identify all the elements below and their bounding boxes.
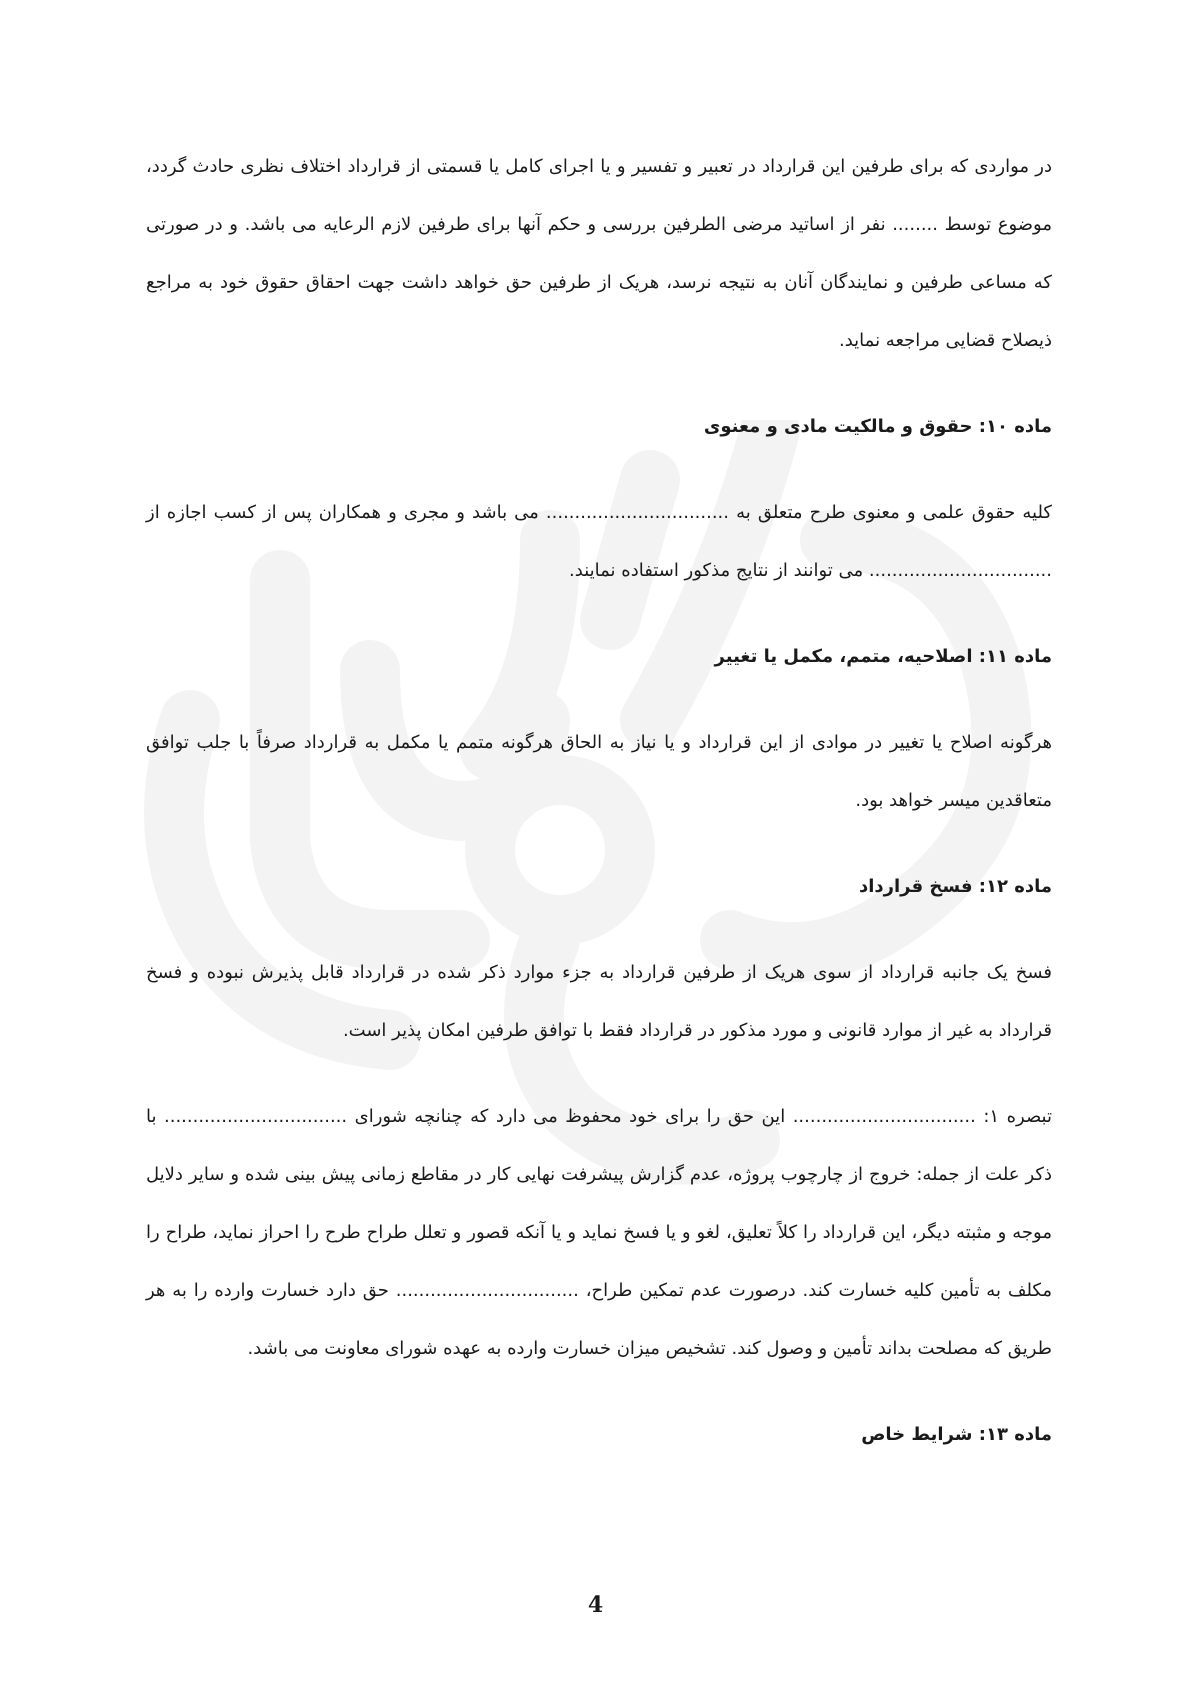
article-10-heading: ماده ۱۰: حقوق و مالکیت مادی و معنوی — [703, 416, 1052, 437]
article-13-heading: ماده ۱۳: شرایط خاص — [861, 1424, 1052, 1445]
spacer — [146, 1060, 1052, 1088]
article-11-paragraph: هرگونه اصلاح یا تغییر در موادی از این قرارداد و یا نیاز به الحاق هرگونه متمم یا مکمل به قرارداد صرفاً با جلب توافق متعاقدین میسر خواهد بود. — [146, 732, 1052, 811]
article-12-heading: ماده ۱۲: فسخ قرارداد — [859, 876, 1052, 897]
page-number: 4 — [587, 1592, 604, 1618]
note-1-paragraph: تبصره ۱: ................................ این حق را برای خود محفوظ می دارد که چنانچه شورای ................................ با ذکر علت از جمله: خروج از چارچوب پروژه، عدم گزارش پیشرفت نهایی کار در مقاطع زمانی پیش بینی شده و سایر دلایل موجه و مثبته دیگر، این قرارداد را کلاً تعلیق، لغو و یا فسخ نماید و یا آنکه قصور و تعلل طراح طرح را احراز نماید، طراح را مکلف به تأمین کلیه خسارت کند. درصورت عدم تمکین طراح، ................................ حق دارد خسارت وارده را به هر طریق که مصلحت بداند تأمین و وصول کند. تشخیص میزان خسارت وارده به عهده شورای معاونت می باشد. — [146, 1106, 1052, 1359]
document-body — [146, 138, 1052, 1492]
arbitration-paragraph: در مواردی که برای طرفین این قرارداد در تعبیر و تفسیر و یا اجرای کامل یا قسمتی از قرارداد اختلاف نظری حادث گردد، موضوع توسط ........ نفر از اساتید مرضی الطرفین بررسی و حکم آنها برای طرفین لازم الرعایه می باشد. و در صورتی که مساعی طرفین و نمایندگان آنان به نتیجه نرسد، هریک از طرفین حق خواهد داشت جهت احقاق حقوق خود به مراجع ذیصلاح قضایی مراجعه نماید. — [146, 156, 1052, 351]
article-11-heading: ماده ۱۱: اصلاحیه، متمم، مکمل یا تغییر — [714, 646, 1052, 667]
article-10-paragraph: کلیه حقوق علمی و معنوی طرح متعلق به ................................ می باشد و مجری و همکاران پس از کسب اجازه از ................................ می توانند از نتایج مذکور استفاده نمایند. — [146, 502, 1052, 581]
article-12-paragraph: فسخ یک جانبه قرارداد از سوی هریک از طرفین قرارداد به جزء موارد ذکر شده در قرارداد قابل پذیرش نبوده و فسخ قرارداد به غیر از موارد قانونی و مورد مذکور در قرارداد فقط با توافق طرفین امکان پذیر است. — [146, 962, 1052, 1041]
